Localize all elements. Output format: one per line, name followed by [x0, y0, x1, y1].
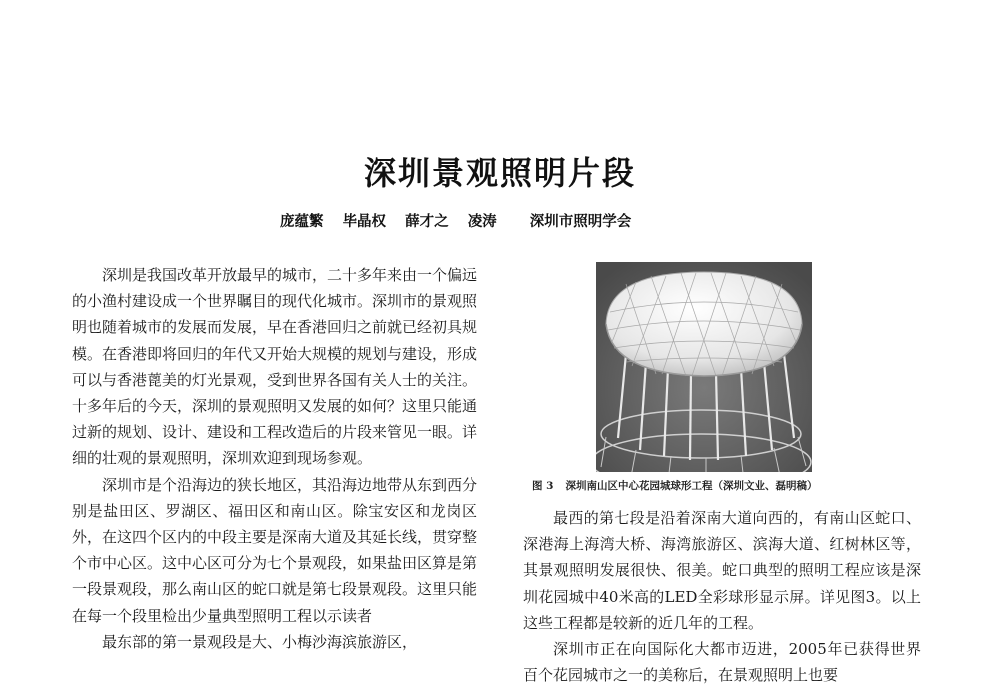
right-column — [523, 505, 921, 688]
figure-label: 图 3 — [532, 480, 554, 492]
figure-caption — [532, 478, 932, 493]
author-name: 庞蕴繁 — [280, 214, 324, 230]
paper-title: 深圳景观照明片段 — [363, 154, 636, 192]
spherical-led-screen-image — [596, 262, 812, 472]
institution: 深圳市照明学会 — [529, 214, 632, 230]
paragraph: 最西的第七段是沿着深南大道向西的，有南山区蛇口、深港海上海湾大桥、海湾旅游区、滨海大道、红树林区等，其景观照明发展很快、很美。蛇口典型的照明工程应该是深圳花园城中40米高的LED全彩球形显示屏。详见图3。以上这些工程都是较新的近几年的工程。 — [523, 509, 921, 632]
author-name: 凌涛 — [467, 214, 497, 230]
author-name: 毕晶权 — [342, 214, 387, 230]
left-column — [72, 262, 477, 655]
author-name: 薛才之 — [405, 214, 449, 230]
paragraph: 深圳市是个沿海边的狭长地区，其沿海边地带从东到西分别是盐田区、罗湖区、福田区和南山区。除宝安区和龙岗区外，在这四个区内的中段主要是深南大道及其延长线，贯穿整个市中心区。这中心区可分为七个景观段，如果盐田区算是第一段景观段，那么南山区的蛇口就是第七段景观段。这里只能在每一个段里检出少量典型照明工程以示读者 — [72, 475, 478, 625]
figure-caption-text: 深圳南山区中心花园城球形工程（深圳文业、磊明稿） — [565, 480, 818, 492]
author-line — [280, 210, 720, 231]
figure-image — [596, 262, 812, 472]
paragraph: 深圳是我国改革开放最早的城市，二十多年来由一个偏远的小渔村建设成一个世界瞩目的现代化城市。深圳市的景观照明也随着城市的发展而发展，早在香港回归之前就已经初具规模。在香港即将回归的年代又开始大规模的规划与建设，形成可以与香港蓖美的灯光景观，受到世界各国有关人士的关注。十多年后的今天，深圳的景观照明又发展的如何？这里只能通过新的规划、设计、建设和工程改造后的片段来管见一眼。详细的壮观的景观照明，深圳欢迎到现场参观。 — [72, 266, 478, 468]
paragraph: 最东部的第一景观段是大、小梅沙海滨旅游区， — [102, 632, 418, 651]
paragraph: 深圳市正在向国际化大都市迈进，2005年已获得世界百个花园城市之一的美称后，在景观照明上也要 — [523, 640, 921, 685]
